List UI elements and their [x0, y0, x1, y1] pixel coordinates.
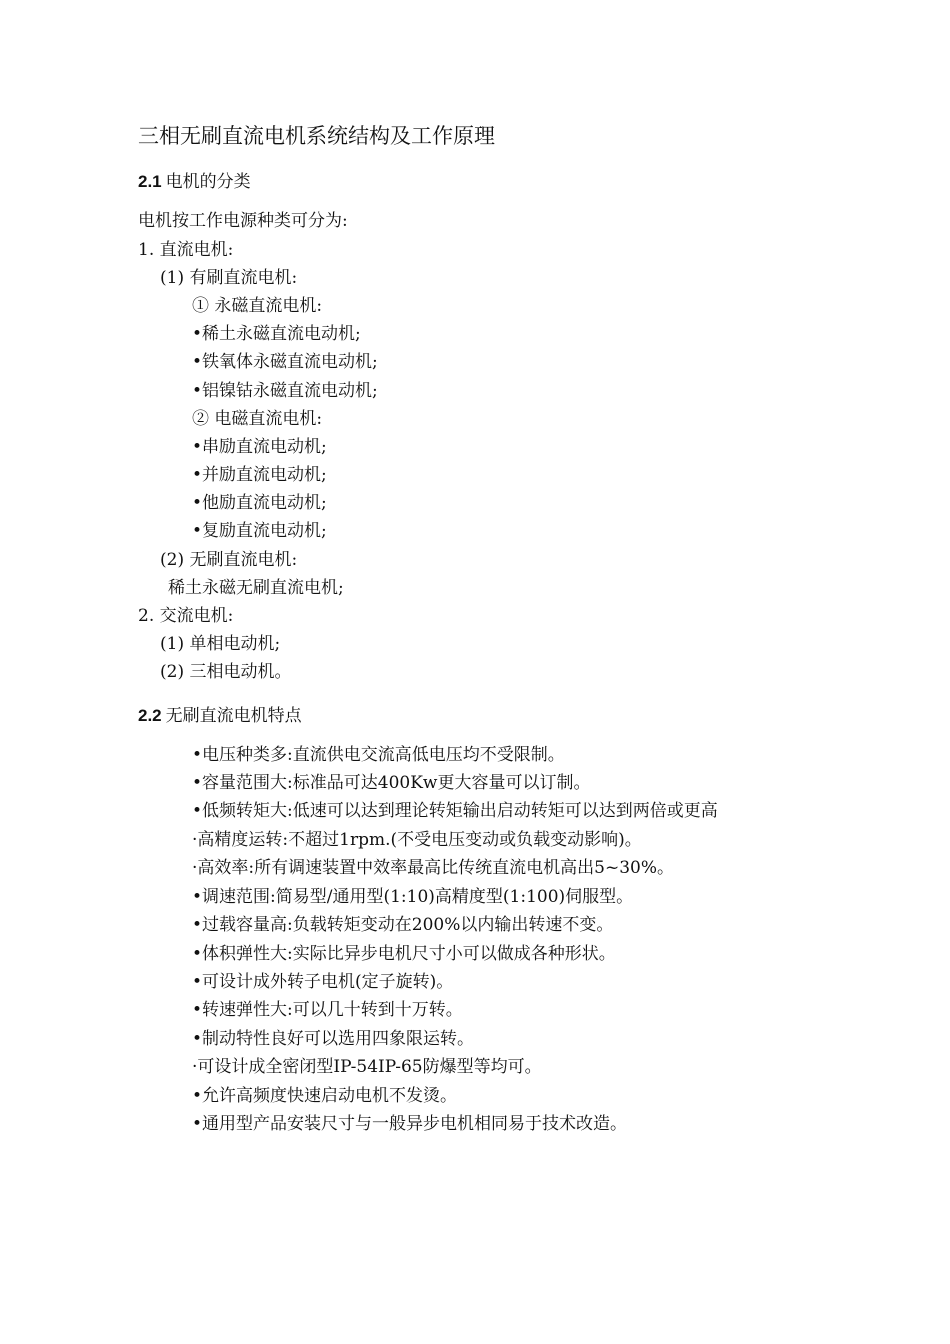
list-item: ① 永磁直流电机:: [192, 296, 323, 316]
section-title: 电机的分类: [165, 172, 251, 192]
list-item: (1) 有刷直流电机:: [160, 268, 298, 288]
list-item: •并励直流电动机;: [192, 465, 327, 485]
section-2-2-heading: [138, 704, 302, 728]
section-2-1-heading: [138, 170, 251, 194]
list-item: (1) 单相电动机;: [160, 634, 281, 654]
list-item: •他励直流电动机;: [192, 493, 327, 513]
feature-item: ·可设计成全密闭型IP-54IP-65防爆型等均可。: [192, 1057, 542, 1077]
list-item: 1. 直流电机:: [138, 240, 234, 260]
list-item: 2. 交流电机:: [138, 606, 234, 626]
feature-item: ·高效率:所有调速装置中效率最高比传统直流电机高出5~30%。: [192, 858, 674, 878]
feature-item: •允许高频度快速启动电机不发烫。: [192, 1086, 458, 1106]
section-title: 无刷直流电机特点: [165, 706, 302, 726]
feature-item: •可设计成外转子电机(定子旋转)。: [192, 972, 454, 992]
feature-item: •电压种类多:直流供电交流高低电压均不受限制。: [192, 745, 565, 765]
feature-item: ·高精度运转:不超过1rpm.(不受电压变动或负载变动影响)。: [192, 830, 642, 850]
feature-item: •容量范围大:标准品可达400Kw更大容量可以订制。: [192, 773, 591, 793]
feature-item: •转速弹性大:可以几十转到十万转。: [192, 1000, 463, 1020]
list-item: •铁氧体永磁直流电动机;: [192, 352, 378, 372]
list-item: 稀土永磁无刷直流电机;: [168, 578, 344, 598]
intro-line: 电机按工作电源种类可分为:: [138, 211, 348, 231]
section-number: 2.1: [138, 172, 162, 191]
list-item: ② 电磁直流电机:: [192, 409, 323, 429]
feature-item: •低频转矩大:低速可以达到理论转矩输出启动转矩可以达到两倍或更高: [192, 801, 718, 821]
feature-item: •体积弹性大:实际比异步电机尺寸小可以做成各种形状。: [192, 944, 616, 964]
section-number: 2.2: [138, 706, 162, 725]
list-item: (2) 三相电动机。: [160, 662, 292, 682]
feature-item: •调速范围:简易型/通用型(1:10)高精度型(1:100)伺服型。: [192, 887, 634, 907]
document-title: 三相无刷直流电机系统结构及工作原理: [138, 124, 495, 148]
list-item: •铝镍钴永磁直流电动机;: [192, 381, 378, 401]
feature-item: •制动特性良好可以选用四象限运转。: [192, 1029, 475, 1049]
feature-item: •通用型产品安装尺寸与一般异步电机相同易于技术改造。: [192, 1114, 628, 1134]
list-item: •稀土永磁直流电动机;: [192, 324, 361, 344]
list-item: (2) 无刷直流电机:: [160, 550, 298, 570]
feature-item: •过载容量高:负载转矩变动在200%以内输出转速不变。: [192, 915, 614, 935]
list-item: •串励直流电动机;: [192, 437, 327, 457]
list-item: •复励直流电动机;: [192, 521, 327, 541]
